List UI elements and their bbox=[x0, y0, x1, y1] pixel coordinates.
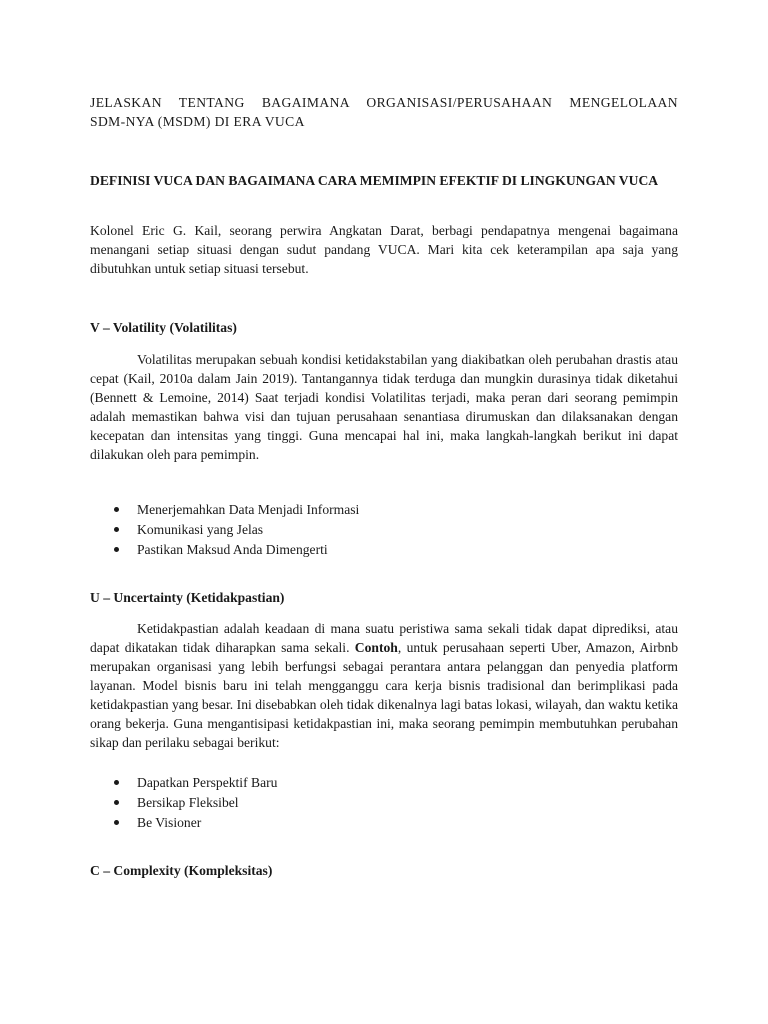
intro-paragraph: Kolonel Eric G. Kail, seorang perwira Angkatan Darat, berbagi pendapatnya mengenai bagaimana menangani setiap situasi dengan sudut pandang VUCA. Mari kita cek keterampilan apa saja yang dibutuhkan untuk setiap situasi tersebut. bbox=[90, 223, 678, 276]
uncertainty-paragraph: Ketidakpastian adalah keadaan di mana suatu peristiwa sama sekali tidak dapat diprediksi, atau dapat dikatakan tidak diharapkan sama sekali. Contoh, untuk perusahaan seperti Uber, Amazon, Airbnb merupakan organisasi yang lebih berfungsi sebagai perantara antara pelanggan dan penyedia platform layanan. Model bisnis baru ini telah mengganggu cara kerja bisnis tradisional dan berimplikasi pada ketidakpastian yang besar. Ini disebabkan oleh tidak dikenalnya lagi batas lokasi, wilayah, dan waktu ketika orang bekerja. Guna mengantisipasi ketidakpastian ini, maka seorang pemimpin membutuhkan perubahan sikap dan perilaku sebagai berikut: bbox=[90, 621, 678, 750]
volatility-heading: V – Volatility (Volatilitas) bbox=[90, 320, 237, 335]
bullet-icon bbox=[114, 780, 119, 785]
list-item: Pastikan Maksud Anda Dimengerti bbox=[90, 540, 678, 560]
bullet-icon bbox=[114, 527, 119, 532]
document-title bbox=[90, 93, 678, 131]
section-heading: DEFINISI VUCA DAN BAGAIMANA CARA MEMIMPIN EFEKTIF DI LINGKUNGAN VUCA bbox=[90, 173, 659, 188]
example-label: Contoh bbox=[354, 640, 398, 655]
bullet-icon bbox=[114, 820, 119, 825]
list-item: Bersikap Fleksibel bbox=[90, 793, 678, 813]
volatility-list bbox=[90, 500, 678, 560]
bullet-icon bbox=[114, 507, 119, 512]
uncertainty-list bbox=[90, 773, 678, 833]
list-item: Be Visioner bbox=[90, 813, 678, 833]
list-item: Dapatkan Perspektif Baru bbox=[90, 773, 678, 793]
title-line-2: SDM-NYA (MSDM) DI ERA VUCA bbox=[90, 114, 305, 129]
bullet-icon bbox=[114, 547, 119, 552]
uncertainty-heading: U – Uncertainty (Ketidakpastian) bbox=[90, 590, 285, 605]
list-item: Komunikasi yang Jelas bbox=[90, 520, 678, 540]
list-item: Menerjemahkan Data Menjadi Informasi bbox=[90, 500, 678, 520]
complexity-heading: C – Complexity (Kompleksitas) bbox=[90, 863, 273, 878]
title-line-1: JELASKAN TENTANG BAGAIMANA ORGANISASI/PERUSAHAAN MENGELOLAAN bbox=[90, 95, 678, 110]
bullet-icon bbox=[114, 800, 119, 805]
volatility-paragraph: Volatilitas merupakan sebuah kondisi ketidakstabilan yang diakibatkan oleh perubahan drastis atau cepat (Kail, 2010a dalam Jain 2019). Tantangannya tidak terduga dan mungkin durasinya tidak diketahui (Bennett & Lemoine, 2014) Saat terjadi kondisi Volatilitas terjadi, maka peran dari seorang pemimpin adalah memastikan bahwa visi dan tujuan perusahaan senantiasa dirumuskan dan dilaksanakan dengan kecepatan dan intensitas yang tinggi. Guna mencapai hal ini, maka langkah-langkah berikut ini dapat dilakukan oleh para pemimpin. bbox=[90, 352, 678, 462]
